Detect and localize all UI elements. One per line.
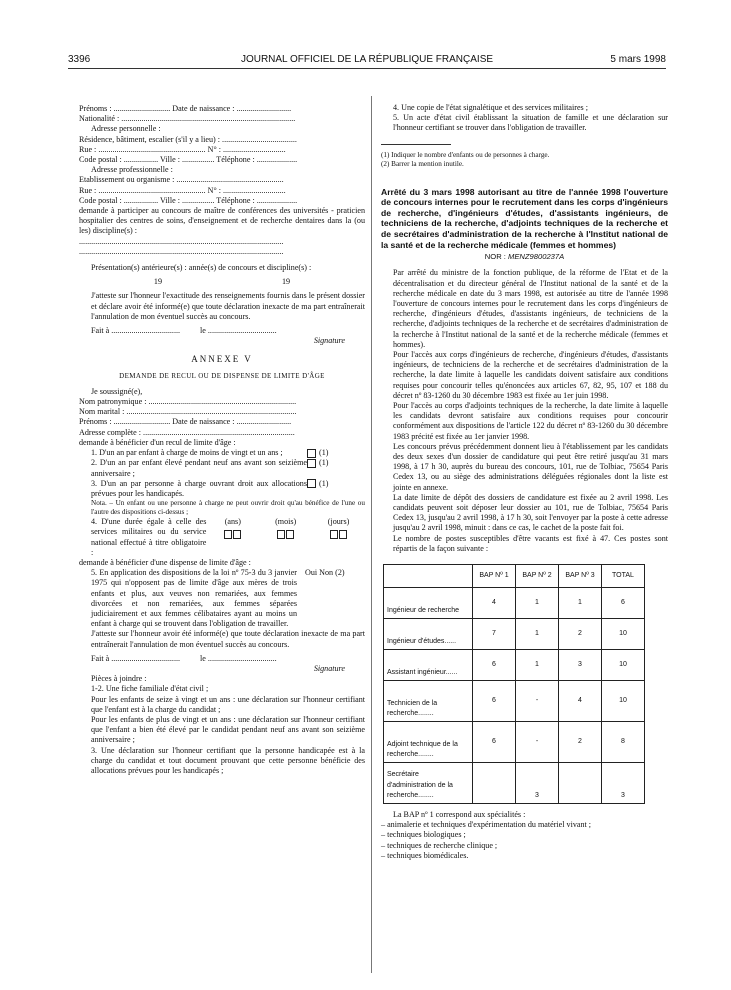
nor-line <box>381 252 668 262</box>
fait-le: le .................................. <box>200 326 277 336</box>
arrete-title: Arrêté du 3 mars 1998 autorisant au titre de l'année 1998 l'ouverture de concours internes pour le recrutement dans les corps d'ingénieurs de recherche, d'ingénieurs d'études, d'assistants ingénieurs, de techniciens de la recherche, d'adjoints techniques de la recherche et de secrétaires d'administration de la recherche à l'Institut national de la santé et de la recherche médicale (femmes et hommes) <box>381 186 668 250</box>
pieces-title: Pièces à joindre : <box>91 674 147 684</box>
form-line: Prénoms : ............................ Date de naissance : ........................... <box>79 417 292 427</box>
table-header-row <box>384 565 645 588</box>
duration-months <box>259 517 312 558</box>
dispense-intro: demande à bénéficier d'une dispense de limite d'âge : <box>79 557 251 567</box>
table-cell: 10 <box>602 681 645 722</box>
count-box[interactable] <box>307 459 316 468</box>
form-line: Rue : ..................................................... N° : ............................... <box>79 144 286 154</box>
bap-item: – animalerie et techniques d'expérimentation du matériel vivant ; <box>381 820 592 830</box>
body-paragraph: Pour l'accès aux corps d'ingénieurs de recherche, d'ingénieurs d'études, d'assistants ingénieurs, de techniciens de la recherche et de secrétaires d'administration de la recherche, la date limite à laquelle les candidats doivent satisfaire aux conditions requises pour concourir telles qu'énoncées aux articles 67, 82, 95, 107 et 188 du décret nº 83-1260 du 30 décembre 1983 est fixée au 1er juin 1998. <box>393 350 668 400</box>
table-cell: Ingénieur d'études...... <box>384 619 473 650</box>
table-cell: 1 <box>516 588 559 619</box>
body-paragraph: Les concours prévus précédemment donnent lieu à l'établissement par les candidats des deux sexes d'un dossier de candidature qui peut être retiré jusqu'au 31 mars 1998, à 17 h 30, auprès du bureau des concours, 101, rue de Tolbiac, 75654 Paris Cedex 13, ou au siège des administrations déléguées régionales dont la liste est jointe en annexe. <box>393 441 668 492</box>
digit-box[interactable] <box>286 530 294 539</box>
recul-item-text: 3. D'un an par personne à charge ouvrant droit aux allocations prévues pour les handicapés. <box>91 478 307 498</box>
body-paragraph: Pour l'accès au corps d'adjoints techniques de la recherche, la date limite à laquelle les candidats devront satisfaire aux conditions requises pour concourir conformément aux dispositions de l'article 122 du décret nº 83-1260 du 30 décembre 1983 précité est fixée au 1er janvier 1998. <box>393 401 668 441</box>
nor-label: NOR : <box>484 252 506 262</box>
recul-intro: demande à bénéficier d'un recul de limite d'âge : <box>79 437 236 447</box>
table-cell: - <box>516 681 559 722</box>
dispense-text: 5. En application des dispositions de la loi nº 75-3 du 3 janvier 1975 qui n'opposent pas de limite d'âge aux mères de trois enfants et plus, aux veuves non remariées, aux femmes divorcées et non remariées, aux femmes séparées judiciairement et aux femmes célibataires ayant au moins un enfant à charge qui se trouvent dans l'obligation de travailler. <box>91 568 297 629</box>
table-row <box>384 588 645 619</box>
left-column <box>79 104 365 776</box>
piece-item: Pour les enfants de seize à vingt et un ans : une déclaration sur l'honneur certifiant que l'enfant est à la charge du candidat ; <box>91 694 365 714</box>
table-header: BAP Nº 3 <box>559 565 602 588</box>
posts-table <box>383 564 645 804</box>
table-cell: 8 <box>602 722 645 763</box>
page-header <box>68 54 666 68</box>
table-cell <box>559 763 602 804</box>
table-header: BAP Nº 1 <box>473 565 516 588</box>
demande-paragraph: demande à participer au concours de maître de conférences des universités - praticien hospitalier des centres de soins, d'enseignement et de recherche dentaires dans la (ou les) discipline(s) : <box>79 206 365 236</box>
table-cell: Technicien de la recherche........ <box>384 681 473 722</box>
attestation: J'atteste sur l'honneur avoir été informé(e) que toute déclaration inexacte de ma part entraînerait l'annulation de mon éventuel succès au concours. <box>91 629 365 649</box>
count-box[interactable] <box>307 449 316 458</box>
bap-intro: La BAP nº 1 correspond aux spécialités : <box>393 810 526 820</box>
table-cell: Adjoint technique de la recherche........ <box>384 722 473 763</box>
fait-line <box>79 654 365 664</box>
footnote-ref: (1) <box>319 458 329 468</box>
footnote-ref: (1) <box>319 448 329 458</box>
digit-box[interactable] <box>277 530 285 539</box>
table-cell: 10 <box>602 619 645 650</box>
count-box[interactable] <box>307 479 316 488</box>
right-column <box>381 103 668 861</box>
table-cell: 3 <box>516 763 559 804</box>
signature-label: Signature <box>313 663 345 673</box>
nor-code: MENZ9800237A <box>508 252 565 262</box>
form-line: Adresse professionnelle : <box>91 165 173 175</box>
form-line: Code postal : ................. Ville : ................ Téléphone : .................... <box>79 195 298 205</box>
form-line: Nom marital : .................................................................................... <box>79 407 297 417</box>
years-row <box>79 277 365 287</box>
digit-box[interactable] <box>339 530 347 539</box>
recul-item <box>79 458 365 478</box>
nota: Nota. – Un enfant ou une personne à charge ne peut ouvrir droit qu'au bénéfice de l'une ou l'autre des dispositions ci-dessus ; <box>91 499 365 517</box>
footnote-rule <box>381 144 451 145</box>
attestation: J'atteste sur l'honneur l'exactitude des renseignements fournis dans le présent dossier et déclare avoir été informé(e) que toute déclaration inexacte de ma part entraînerait l'annulation de mon éventuel succès au concours. <box>91 291 365 321</box>
piece-item: 5. Un acte d'état civil établissant la situation de famille et une déclaration sur l'honneur certifiant se trouver dans l'obligation de travailler. <box>393 113 668 133</box>
piece-item: 4. Une copie de l'état signalétique et des services militaires ; <box>393 103 588 112</box>
duration-text: 4. D'une durée égale à celle des services militaires ou du service national effectué à titre obligatoire : <box>91 517 207 557</box>
issue-date: 5 mars 1998 <box>610 54 666 65</box>
digit-box[interactable] <box>224 530 232 539</box>
table-cell: Assistant ingénieur...... <box>384 650 473 681</box>
table-row <box>384 763 645 804</box>
form-line: Adresse complète : ........................................................................... <box>79 427 295 437</box>
table-row <box>384 681 645 722</box>
signature-label: Signature <box>313 336 345 346</box>
demande-title: DEMANDE DE RECUL OU DE DISPENSE DE LIMITE D'ÂGE <box>119 371 325 380</box>
fait-a: Fait à .................................. <box>91 653 181 663</box>
table-cell: - <box>516 722 559 763</box>
table-cell: 3 <box>602 763 645 804</box>
page-number: 3396 <box>68 54 91 65</box>
table-cell <box>473 763 516 804</box>
table-cell: 1 <box>516 650 559 681</box>
piece-item: 3. Une déclaration sur l'honneur certifiant que la personne handicapée est à la charge du candidat et tout document prouvant que cette personne bénéficie des allocations prévues pour les handicapés ; <box>91 745 365 775</box>
table-header: BAP Nº 2 <box>516 565 559 588</box>
duration-col-label: (ans) <box>224 517 241 527</box>
form-line: Nom patronymique : ......................................................................... <box>79 397 297 407</box>
bap-item: – techniques biomédicales. <box>381 850 469 860</box>
form-line: Code postal : ................. Ville : ................ Téléphone : .................... <box>79 155 298 165</box>
table-cell: 2 <box>559 722 602 763</box>
duration-col-label: (mois) <box>275 517 297 527</box>
table-cell: 6 <box>473 722 516 763</box>
footnote: (2) Barrer la mention inutile. <box>381 159 464 168</box>
year-label: 19 <box>282 277 291 287</box>
table-cell: 7 <box>473 619 516 650</box>
bap-item: – techniques de recherche clinique ; <box>381 840 498 850</box>
recul-item <box>79 479 365 499</box>
form-line: Nationalité : ...................................................................................... <box>79 114 296 124</box>
dotted-line: ..................................................................................................... <box>79 246 284 256</box>
year-label: 19 <box>153 277 162 287</box>
piece-item: Pour les enfants de plus de vingt et un ans : une déclaration sur l'honneur certifiant que l'enfant a bien été élevé par le candidat pendant neuf ans avant son seizième anniversaire ; <box>91 714 365 745</box>
column-divider <box>371 96 372 973</box>
table-cell: Secrétaire d'administration de la recherche........ <box>384 763 473 804</box>
table-row <box>384 722 645 763</box>
form-line: Rue : ..................................................... N° : ............................... <box>79 185 286 195</box>
dotted-line: ..................................................................................................... <box>79 236 284 246</box>
fait-a: Fait à .................................. <box>91 326 181 336</box>
table-header: TOTAL <box>602 565 645 588</box>
fait-line <box>79 326 365 336</box>
recul-item-text: 1. D'un an par enfant à charge de moins de vingt et un ans ; <box>91 448 283 458</box>
annexe-title: ANNEXE V <box>191 354 253 365</box>
duration-years <box>206 517 259 558</box>
fait-le: le .................................. <box>200 653 277 663</box>
recul-item-text: 2. D'un an par enfant élevé pendant neuf ans avant son seizième anniversaire ; <box>91 458 307 478</box>
table-cell: 6 <box>473 650 516 681</box>
piece-item: 1-2. Une fiche familiale d'état civil ; <box>91 684 209 694</box>
table-cell: 6 <box>473 681 516 722</box>
digit-box[interactable] <box>330 530 338 539</box>
footnote: (1) Indiquer le nombre d'enfants ou de personnes à charge. <box>381 150 550 159</box>
table-cell: 10 <box>602 650 645 681</box>
table-cell: 4 <box>559 681 602 722</box>
table-cell: Ingénieur de recherche <box>384 588 473 619</box>
form-line: Prénoms : ............................ Date de naissance : ........................... <box>79 104 292 113</box>
footnote-ref: (1) <box>319 478 329 488</box>
body-paragraph: Le nombre de postes susceptibles d'être vacants est fixé à 47. Ces postes sont répartis de la façon suivante : <box>393 533 668 553</box>
table-cell: 1 <box>559 588 602 619</box>
presentation-line: Présentation(s) antérieure(s) : année(s) de concours et discipline(s) : <box>91 263 312 273</box>
digit-box[interactable] <box>233 530 241 539</box>
recul-item <box>79 448 365 458</box>
form-line: Adresse personnelle : <box>91 124 161 134</box>
form-line: Etablissement ou organisme : ..................................................... <box>79 175 284 185</box>
body-paragraph: La date limite de dépôt des dossiers de candidature est fixée au 2 avril 1998. Les candidats peuvent soit déposer leur dossier au 101, rue de Tolbiac, 75654 Paris Cedex 13, jusqu'au 2 avril 1998, à 17 h 30, soit l'envoyer par la poste à cette adresse jusqu'au 2 avril 1998, minuit : dans ce cas, le cachet de la poste fait foi. <box>393 492 668 533</box>
soussigne: Je soussigné(e), <box>91 386 143 396</box>
duration-row <box>79 517 365 558</box>
journal-title: JOURNAL OFFICIEL DE LA RÉPUBLIQUE FRANÇAISE <box>240 54 494 65</box>
table-cell: 4 <box>473 588 516 619</box>
duration-days <box>312 517 365 558</box>
dispense-item <box>79 568 365 629</box>
table-row <box>384 650 645 681</box>
body-paragraph: Par arrêté du ministre de la fonction publique, de la réforme de l'Etat et de la décentralisation et du directeur général de l'Institut national de la santé et de la recherche médicale en date du 3 mars 1998, est autorisée au titre de l'année 1998 l'ouverture de concours internes pour le recrutement dans les corps d'ingénieurs de recherche, d'ingénieurs d'études, d'assistants ingénieurs, de techniciens de la recherche, d'adjoints techniques de la recherche et de secrétaires d'administration de la recherche à l'Institut national de la santé et de la recherche médicale (femmes et hommes). <box>393 268 668 349</box>
table-header <box>384 565 473 588</box>
table-cell: 2 <box>559 619 602 650</box>
oui-non[interactable]: Oui Non (2) <box>305 568 345 578</box>
table-cell: 1 <box>516 619 559 650</box>
table-cell: 6 <box>602 588 645 619</box>
header-rule <box>68 68 666 69</box>
duration-col-label: (jours) <box>327 517 350 527</box>
form-line: Résidence, bâtiment, escalier (s'il y a lieu) : ..................................... <box>79 134 297 144</box>
bap-item: – techniques biologiques ; <box>381 830 466 840</box>
table-cell: 3 <box>559 650 602 681</box>
table-row <box>384 619 645 650</box>
